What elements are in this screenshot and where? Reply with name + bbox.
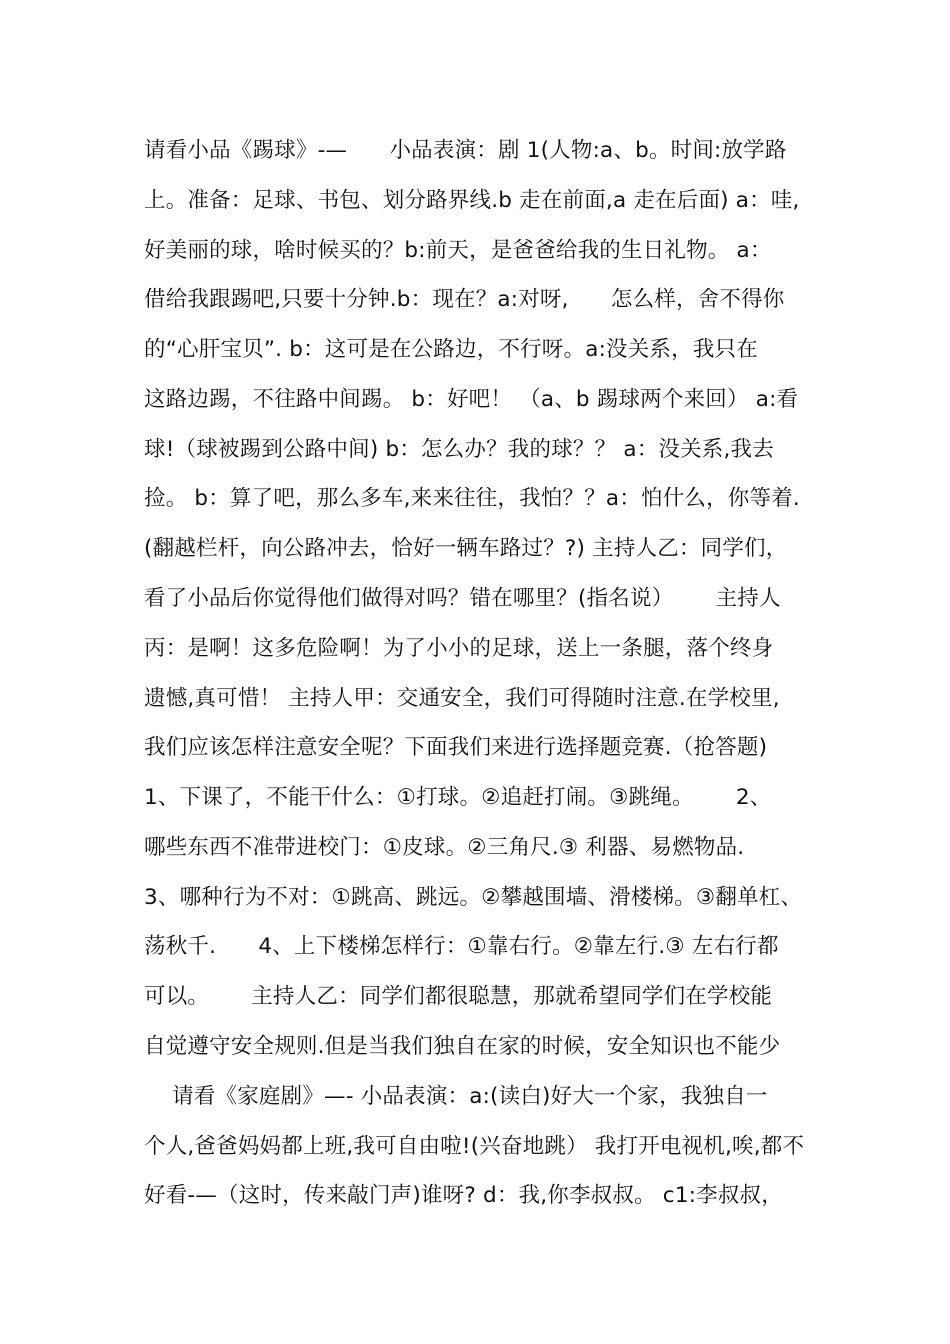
text-line: 上。准备：足球、书包、划分路界线.b 走在前面,a 走在后面) a：哇, [144, 188, 800, 213]
text-line: 好看-—（这时，传来敲门声)谁呀? d：我,你李叔叔。 c1:李叔叔， [144, 1183, 783, 1208]
text-line: 可以。 主持人乙：同学们都很聪慧，那就希望同学们在学校能 [144, 984, 773, 1009]
text-line: 遗憾,真可惜！ 主持人甲：交通安全，我们可得随时注意.在学校里, [144, 686, 780, 711]
text-line: 看了小品后你觉得他们做得对吗？错在哪里？(指名说） 主持人 [144, 586, 781, 611]
text-line: 球!（球被踢到公路中间) b：怎么办？我的球？？ a：没关系,我去 [144, 437, 774, 462]
text-line: 哪些东西不准带进校门：①皮球。②三角尺.③ 利器、易燃物品. [144, 835, 745, 860]
text-line: 借给我跟踢吧,只要十分钟.b：现在？a:对呀, 怎么样，舍不得你 [144, 287, 785, 312]
text-line: 好美丽的球，啥时候买的？b:前天，是爸爸给我的生日礼物。 a： [144, 238, 772, 263]
text-line: (翻越栏杆，向公路冲去，恰好一辆车路过？?) 主持人乙：同学们， [144, 536, 788, 561]
text-line: 个人,爸爸妈妈都上班,我可自由啦!(兴奋地跳） 我打开电视机,唉,都不 [144, 1134, 805, 1159]
text-line: 1、下课了，不能干什么：①打球。②追赶打闹。③跳绳。 2、 [144, 785, 772, 810]
text-line: 的“心肝宝贝”. b：这可是在公路边，不行呀。a:没关系，我只在 [144, 337, 758, 362]
text-line: 捡。 b：算了吧，那么多车,来来往往，我怕？？a：怕什么，你等着. [144, 486, 800, 511]
text-line: 这路边踢，不往路中间踢。 b：好吧！ （a、b 踢球两个来回） a:看 [144, 387, 799, 412]
text-line: 我们应该怎样注意安全呢？下面我们来进行选择题竞赛.（抢答题) [144, 735, 768, 760]
text-line: 3、哪种行为不对：①跳高、跳远。②攀越围墙、滑楼梯。③翻单杠、 [144, 885, 803, 910]
text-line: 自觉遵守安全规则.但是当我们独自在家的时候，安全知识也不能少 [144, 1034, 781, 1059]
text-line: 请看《家庭剧》—- 小品表演：a:(读白)好大一个家，我独自一 [144, 1084, 768, 1109]
text-line: 荡秋千. 4、上下楼梯怎样行：①靠右行。②靠左行.③ 左右行都 [144, 934, 779, 959]
text-line: 丙：是啊！这多危险啊！为了小小的足球，送上一条腿，落个终身 [144, 636, 774, 661]
text-line: 请看小品《踢球》-— 小品表演：剧 1(人物:a、b。时间:放学路 [144, 138, 787, 163]
